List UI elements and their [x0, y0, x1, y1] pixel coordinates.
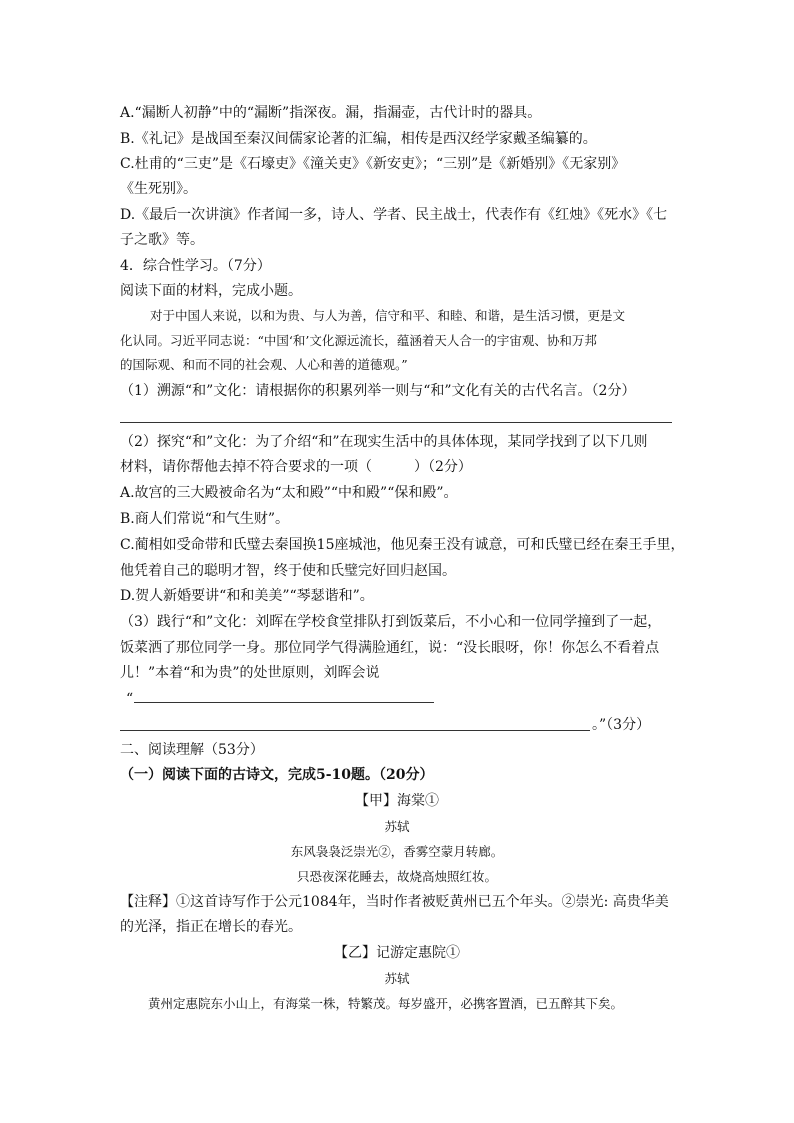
option-b: B.《礼记》是战国至秦汉间儒家论著的汇编，相传是西汉经学家戴圣编纂的。	[120, 131, 597, 147]
notes-line1: 【注释】①这首诗写作于公元1084年，当时作者被贬黄州已五个年头。②崇光: 高贵华美	[120, 894, 669, 910]
answer-line-1[interactable]	[120, 422, 672, 423]
material-line3: 的国际观、和而不同的社会观、人心和善的道德观。”	[120, 357, 408, 372]
answer-line-3[interactable]	[120, 730, 590, 731]
sub2-option-a: A.故宫的三大殿被命名为“太和殿”“中和殿”“保和殿”。	[120, 485, 458, 501]
sub2-option-c-line2: 他凭着自己的聪明才智，终于使和氏璧完好回归赵国。	[120, 563, 456, 579]
material-line1: 对于中国人来说，以和为贵、与人为善，信守和平、和睦、和谐，是生活习惯，更是文	[150, 308, 626, 323]
sub2-option-d: D.贺人新婚要讲“和和美美”“琴瑟谐和”。	[120, 588, 374, 604]
question-4-intro: 阅读下面的材料，完成小题。	[120, 283, 302, 299]
prose-title: 【乙】记游定惠院①	[334, 945, 460, 961]
option-c-line2: 《生死别》。	[120, 181, 197, 197]
sub-question-1: （1）溯源“和”文化：请根据你的积累列举一则与“和”文化有关的古代名言。（2分）	[120, 383, 636, 399]
poem-author: 苏轼	[384, 819, 410, 834]
poem-title: 【甲】海棠①	[355, 793, 439, 809]
poem-line-1: 东风袅袅泛崇光②，香雾空蒙月转廊。	[290, 844, 504, 859]
option-d-line1: D.《最后一次讲演》作者闻一多，诗人、学者、民主战士，代表作有《红烛》《死水》《七	[120, 207, 668, 223]
prose-line-1: 黄州定惠院东小山上，有海棠一株，特繁茂。每岁盛开，必携客置酒，已五醉其下矣。	[148, 996, 624, 1011]
open-quote: “	[126, 691, 134, 707]
sub-question-3-line1: （3）践行“和”文化：刘晖在学校食堂排队打到饭菜后，不小心和一位同学撞到了一起，	[120, 614, 662, 630]
question-4-title: 4．综合性学习。（7分）	[120, 258, 271, 274]
notes-line2: 的光泽，指正在增长的春光。	[120, 919, 302, 935]
prose-author: 苏轼	[384, 971, 410, 986]
answer-line-2[interactable]	[134, 702, 434, 703]
section-2-title: 二、阅读理解（53分）	[120, 742, 264, 758]
part-1-heading: （一）阅读下面的古诗文，完成5-10题。（20分）	[120, 767, 434, 783]
sub-question-2-line2: 材料，请你帮他去掉不符合要求的一项（ ）（2分）	[120, 459, 472, 475]
poem-line-2: 只恐夜深花睡去，故烧高烛照红妆。	[296, 869, 497, 884]
material-line2: 化认同。习近平同志说：“中国‘和’文化源远流长，蕴涵着天人合一的宇宙观、协和万邦	[120, 333, 597, 348]
option-a: A.“漏断人初静”中的“漏断”指深夜。漏，指漏壶，古代计时的器具。	[120, 105, 542, 121]
sub-question-3-line3: 儿！”本着“和为贵”的处世原则，刘晖会说	[120, 665, 380, 681]
sub-question-2-line1: （2）探究“和”文化：为了介绍“和”在现实生活中的具体体现，某同学找到了以下几则	[120, 434, 648, 450]
option-c-line1: C.杜甫的“三吏”是《石壕吏》《潼关吏》《新安吏》；“三别”是《新婚别》《无家别》	[120, 156, 626, 172]
option-d-line2: 子之歌》等。	[120, 232, 204, 248]
sub2-option-b: B.商人们常说“和气生财”。	[120, 511, 290, 527]
sub-question-3-line2: 饭菜洒了那位同学一身。那位同学气得满脸通红，说：“没长眼呀，你！你怎么不看着点	[120, 640, 660, 656]
close-quote-score: 。”（3分）	[592, 717, 651, 733]
sub2-option-c-line1: C.蔺相如受命带和氏璧去秦国换15座城池，他见秦王没有诚意，可和氏璧已经在秦王手里，	[120, 537, 685, 553]
